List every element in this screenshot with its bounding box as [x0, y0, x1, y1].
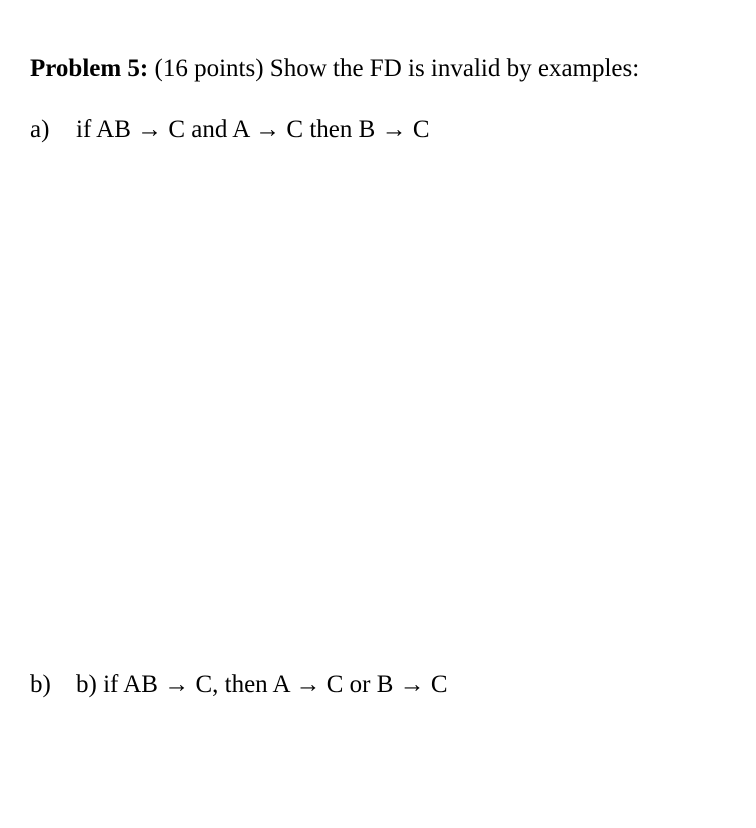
part-a-text: if AB → C and A → C then B → C	[76, 116, 430, 143]
part-b	[30, 668, 448, 702]
part-a-answer-space	[30, 160, 720, 650]
part-a-marker: a)	[30, 116, 50, 143]
part-b-answer-space	[30, 715, 720, 815]
problem-text: (16 points) Show the FD is invalid by examples:	[148, 55, 640, 82]
part-a	[30, 113, 430, 147]
problem-heading	[30, 52, 639, 86]
part-b-marker: b)	[30, 671, 51, 698]
problem-label: Problem 5:	[30, 55, 149, 82]
part-b-text: b) if AB → C, then A → C or B → C	[76, 671, 448, 698]
